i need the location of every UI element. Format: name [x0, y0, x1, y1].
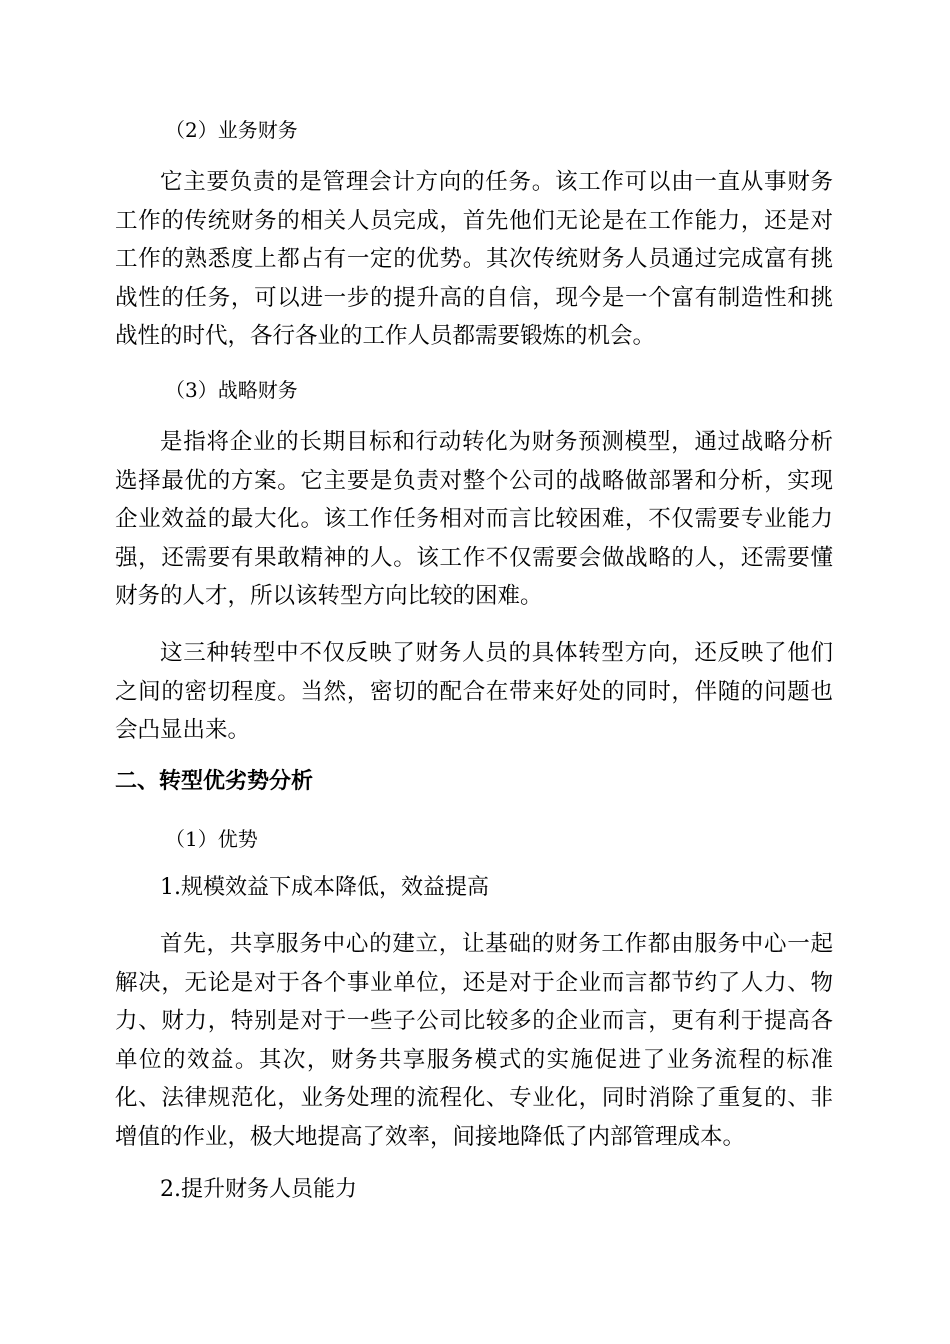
item-scale-efficiency: 1.规模效益下成本降低，效益提高 — [160, 875, 489, 900]
subheading-advantages: （1）优势 — [165, 827, 258, 851]
paragraph-business-finance: 它主要负责的是管理会计方向的任务。该工作可以由一直从事财务工作的传统财务的相关人员完成，首先他们无论是在工作能力，还是对工作的熟悉度上都占有一定的优势。其次传统财务人员通过完成富有挑战性的任务，可以进一步的提升高的自信，现今是一个富有制造性和挑战性的时代，各行各业的工作人员都需要锻炼的机会。 — [115, 169, 833, 349]
paragraph-summary: 这三种转型中不仅反映了财务人员的具体转型方向，还反映了他们之间的密切程度。当然，密切的配合在带来好处的同时，伴随的问题也会凸显出来。 — [115, 640, 833, 743]
subheading-strategy-finance: （3）战略财务 — [165, 378, 298, 402]
paragraph-strategy-finance: 是指将企业的长期目标和行动转化为财务预测模型，通过战略分析选择最优的方案。它主要是负责对整个公司的战略做部署和分析，实现企业效益的最大化。该工作任务相对而言比较困难，不仅需要专业能力强，还需要有果敢精神的人。该工作不仅需要会做战略的人，还需要懂财务的人才，所以该转型方向比较的困难。 — [115, 429, 833, 609]
section-heading-advantages-analysis: 二、转型优劣势分析 — [115, 769, 314, 794]
subheading-business-finance: （2）业务财务 — [165, 118, 298, 142]
paragraph-scale-efficiency: 首先，共享服务中心的建立，让基础的财务工作都由服务中心一起解决，无论是对于各个事业单位，还是对于企业而言都节约了人力、物力、财力，特别是对于一些子公司比较多的企业而言，更有利于提高各单位的效益。其次，财务共享服务模式的实施促进了业务流程的标准化、法律规范化，业务处理的流程化、专业化，同时消除了重复的、非增值的作业，极大地提高了效率，间接地降低了内部管理成本。 — [115, 931, 833, 1150]
item-improve-staff-ability: 2.提升财务人员能力 — [160, 1177, 357, 1202]
